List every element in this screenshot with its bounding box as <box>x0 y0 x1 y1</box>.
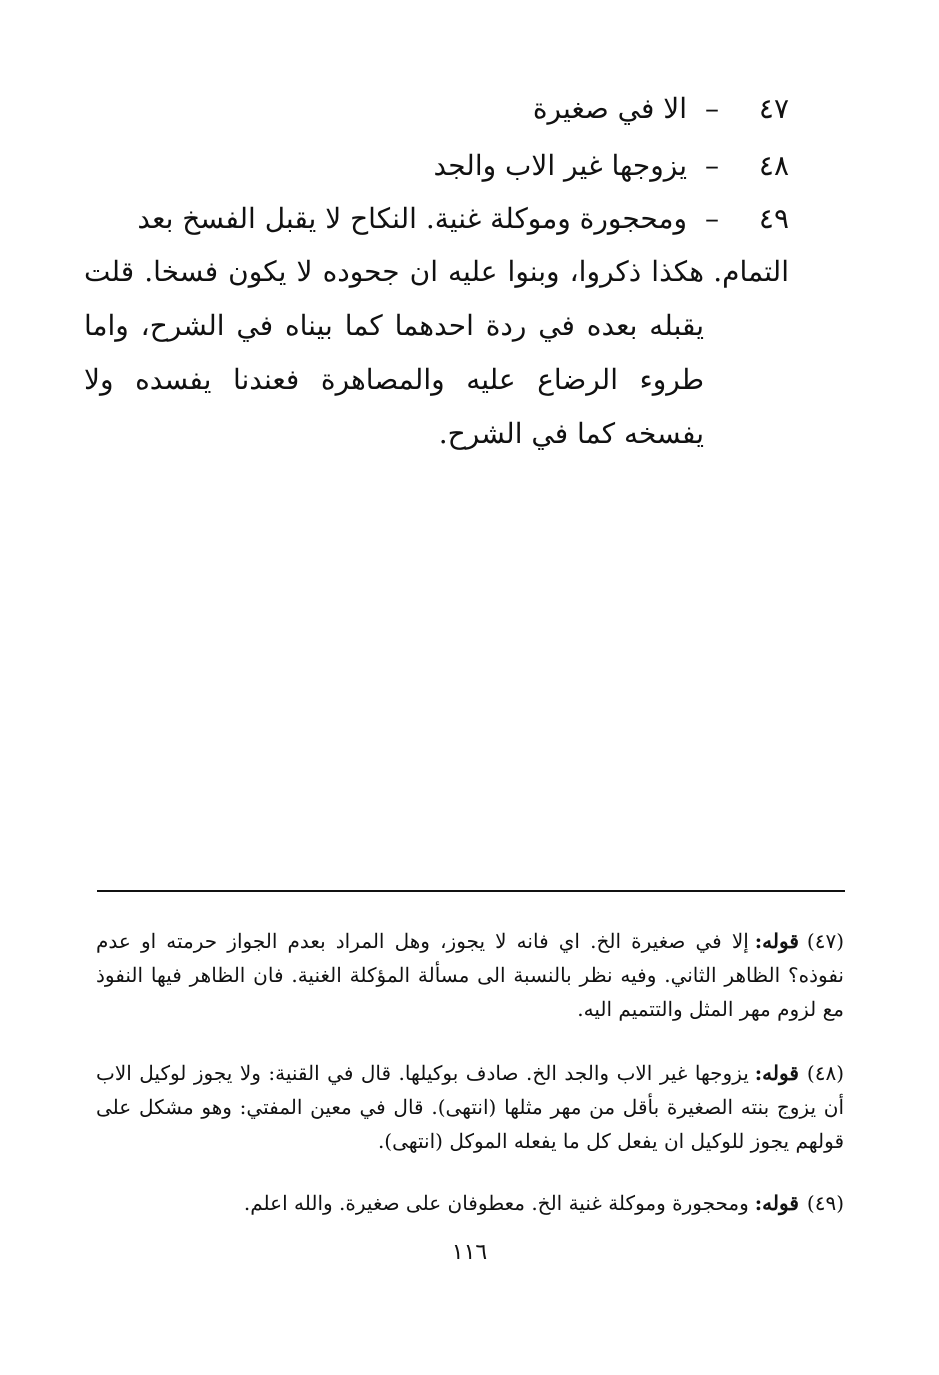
item-dash: – <box>705 92 719 125</box>
footnote-text: إلا في صغيرة الخ. اي فانه لا يجوز، وهل المراد بعدم الجواز حرمته او عدم نفوذه؟ الظاهر الثاني. وفيه نظر بالنسبة الى مسألة المؤكلة الغنية. فان الظاهر فيها النفوذ مع لزوم مهر المثل والتتميم اليه. <box>96 929 844 1021</box>
footnote-number: (٤٩) <box>806 1191 844 1215</box>
item-number: ٤٨ <box>758 149 789 182</box>
item-text: ومحجورة وموكلة غنية. النكاح لا يقبل الفسخ بعد التمام. <box>137 202 789 288</box>
page-number: ١١٦ <box>451 1240 488 1265</box>
main-continuation: هكذا ذكروا، وبنوا عليه ان جحوده لا يكون فسخا. قلت يقبله بعده في ردة احدهما كما بيناه في الشرح، واما طروء الرضاع عليه والمصاهرة فعندنا يفسده ولا يفسخه كما في الشرح. <box>84 255 704 450</box>
footnote-label: قوله: <box>754 929 799 953</box>
footnote-48 <box>96 1056 844 1158</box>
item-dash: – <box>705 202 719 235</box>
main-item-47 <box>139 82 789 135</box>
footnote-number: (٤٨) <box>806 1061 844 1085</box>
item-number: ٤٩ <box>758 202 789 235</box>
footnote-49 <box>96 1186 844 1220</box>
footnote-text: يزوجها غير الاب والجد الخ. صادف بوكيلها. قال في القنية: ولا يجوز لوكيل الاب أن يزوج بنته الصغيرة بأقل من مهر مثلها (انتهى). قال في معين المفتي: وهو مشكل على قولهم يجوز للوكيل ان يفعل كل ما يفعله الموكل (انتهى). <box>96 1061 844 1153</box>
item-text: الا في صغيرة <box>532 92 687 125</box>
main-item-48 <box>139 139 789 192</box>
footnote-number: (٤٧) <box>806 929 844 953</box>
footnote-47 <box>96 924 844 1026</box>
footnote-text: ومحجورة وموكلة غنية الخ. معطوفان على صغيرة. والله اعلم. <box>243 1191 749 1215</box>
footnote-label: قوله: <box>754 1191 799 1215</box>
item-text: يزوجها غير الاب والجد <box>433 149 687 182</box>
footnote-separator <box>97 890 845 892</box>
footnote-label: قوله: <box>754 1061 799 1085</box>
item-number: ٤٧ <box>758 92 789 125</box>
item-dash: – <box>705 149 719 182</box>
